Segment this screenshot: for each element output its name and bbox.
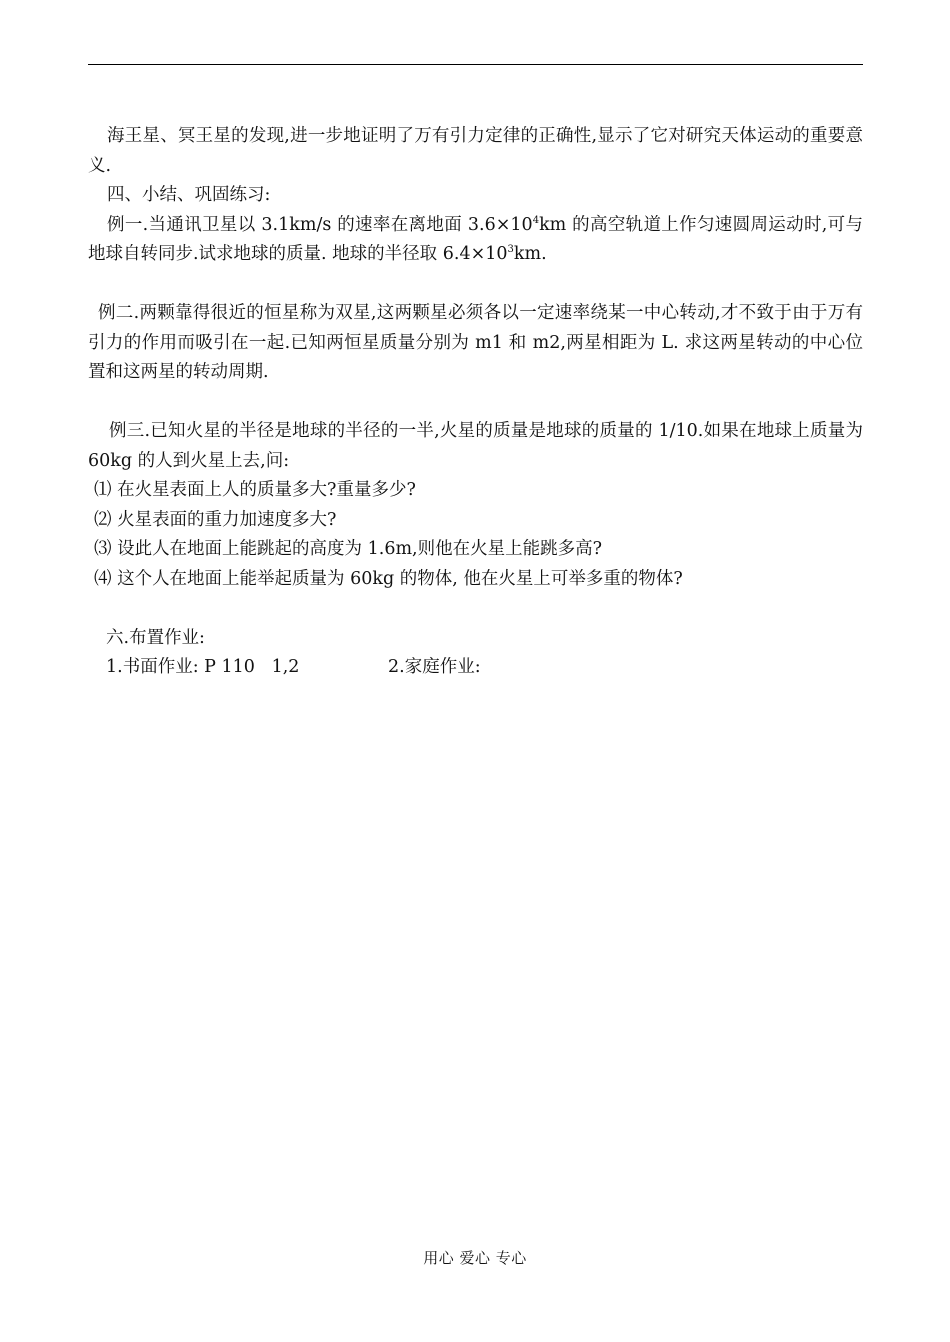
spacer — [88, 388, 863, 418]
example-1-text-c: km. — [513, 244, 547, 264]
example-2: 例二.两颗靠得很近的恒星称为双星,这两颗星必须各以一定速率绕某一中心转动,才不致于由于万有引力的作用而吸引在一起.已知两恒星质量分别为 m1 和 m2,两星相距为 L. 求这两星转动的中心位置和这两星的转动周期. — [88, 303, 863, 382]
example-3: 例三.已知火星的半径是地球的半径的一半,火星的质量是地球的质量的 1/10.如果在地球上质量为 60kg 的人到火星上去,问: — [88, 421, 863, 471]
example-1-exponent-a: 4 — [532, 214, 540, 226]
question-item: ⑵ 火星表面的重力加速度多大? — [94, 509, 337, 530]
paragraph-intro: 海王星、冥王星的发现,进一步地证明了万有引力定律的正确性,显示了它对研究天体运动的重要意义. — [88, 126, 863, 176]
example-1 — [88, 211, 863, 270]
example-1-text-b: km 的高空轨道上作匀速圆周运动时,可与地球自转同步.试求地球的质量. 地球的半径取 6.4×10 — [88, 214, 863, 264]
document-body — [88, 122, 863, 683]
example-1-text-a: 例一.当通讯卫星以 3.1km/s 的速率在离地面 3.6×10 — [107, 214, 533, 235]
homework-written: 1.书面作业: P 110 1,2 — [106, 657, 300, 677]
question-item: ⑶ 设此人在地面上能跳起的高度为 1.6m,则他在火星上能跳多高? — [94, 539, 602, 559]
header-rule — [88, 64, 863, 65]
section-heading-summary: 四、小结、巩固练习: — [107, 185, 271, 205]
homework-line — [88, 653, 863, 683]
homework-family: 2.家庭作业: — [388, 657, 481, 677]
section-heading-homework: 六.布置作业: — [106, 627, 205, 648]
example-1-exponent-b: 3 — [507, 244, 514, 255]
page-footer: 用心 爱心 专心 — [423, 1249, 527, 1267]
question-item: ⑴ 在火星表面上人的质量多大?重量多少? — [94, 480, 416, 500]
spacer — [88, 270, 863, 300]
question-item: ⑷ 这个人在地面上能举起质量为 60kg 的物体, 他在火星上可举多重的物体? — [94, 568, 683, 589]
spacer — [88, 594, 863, 624]
